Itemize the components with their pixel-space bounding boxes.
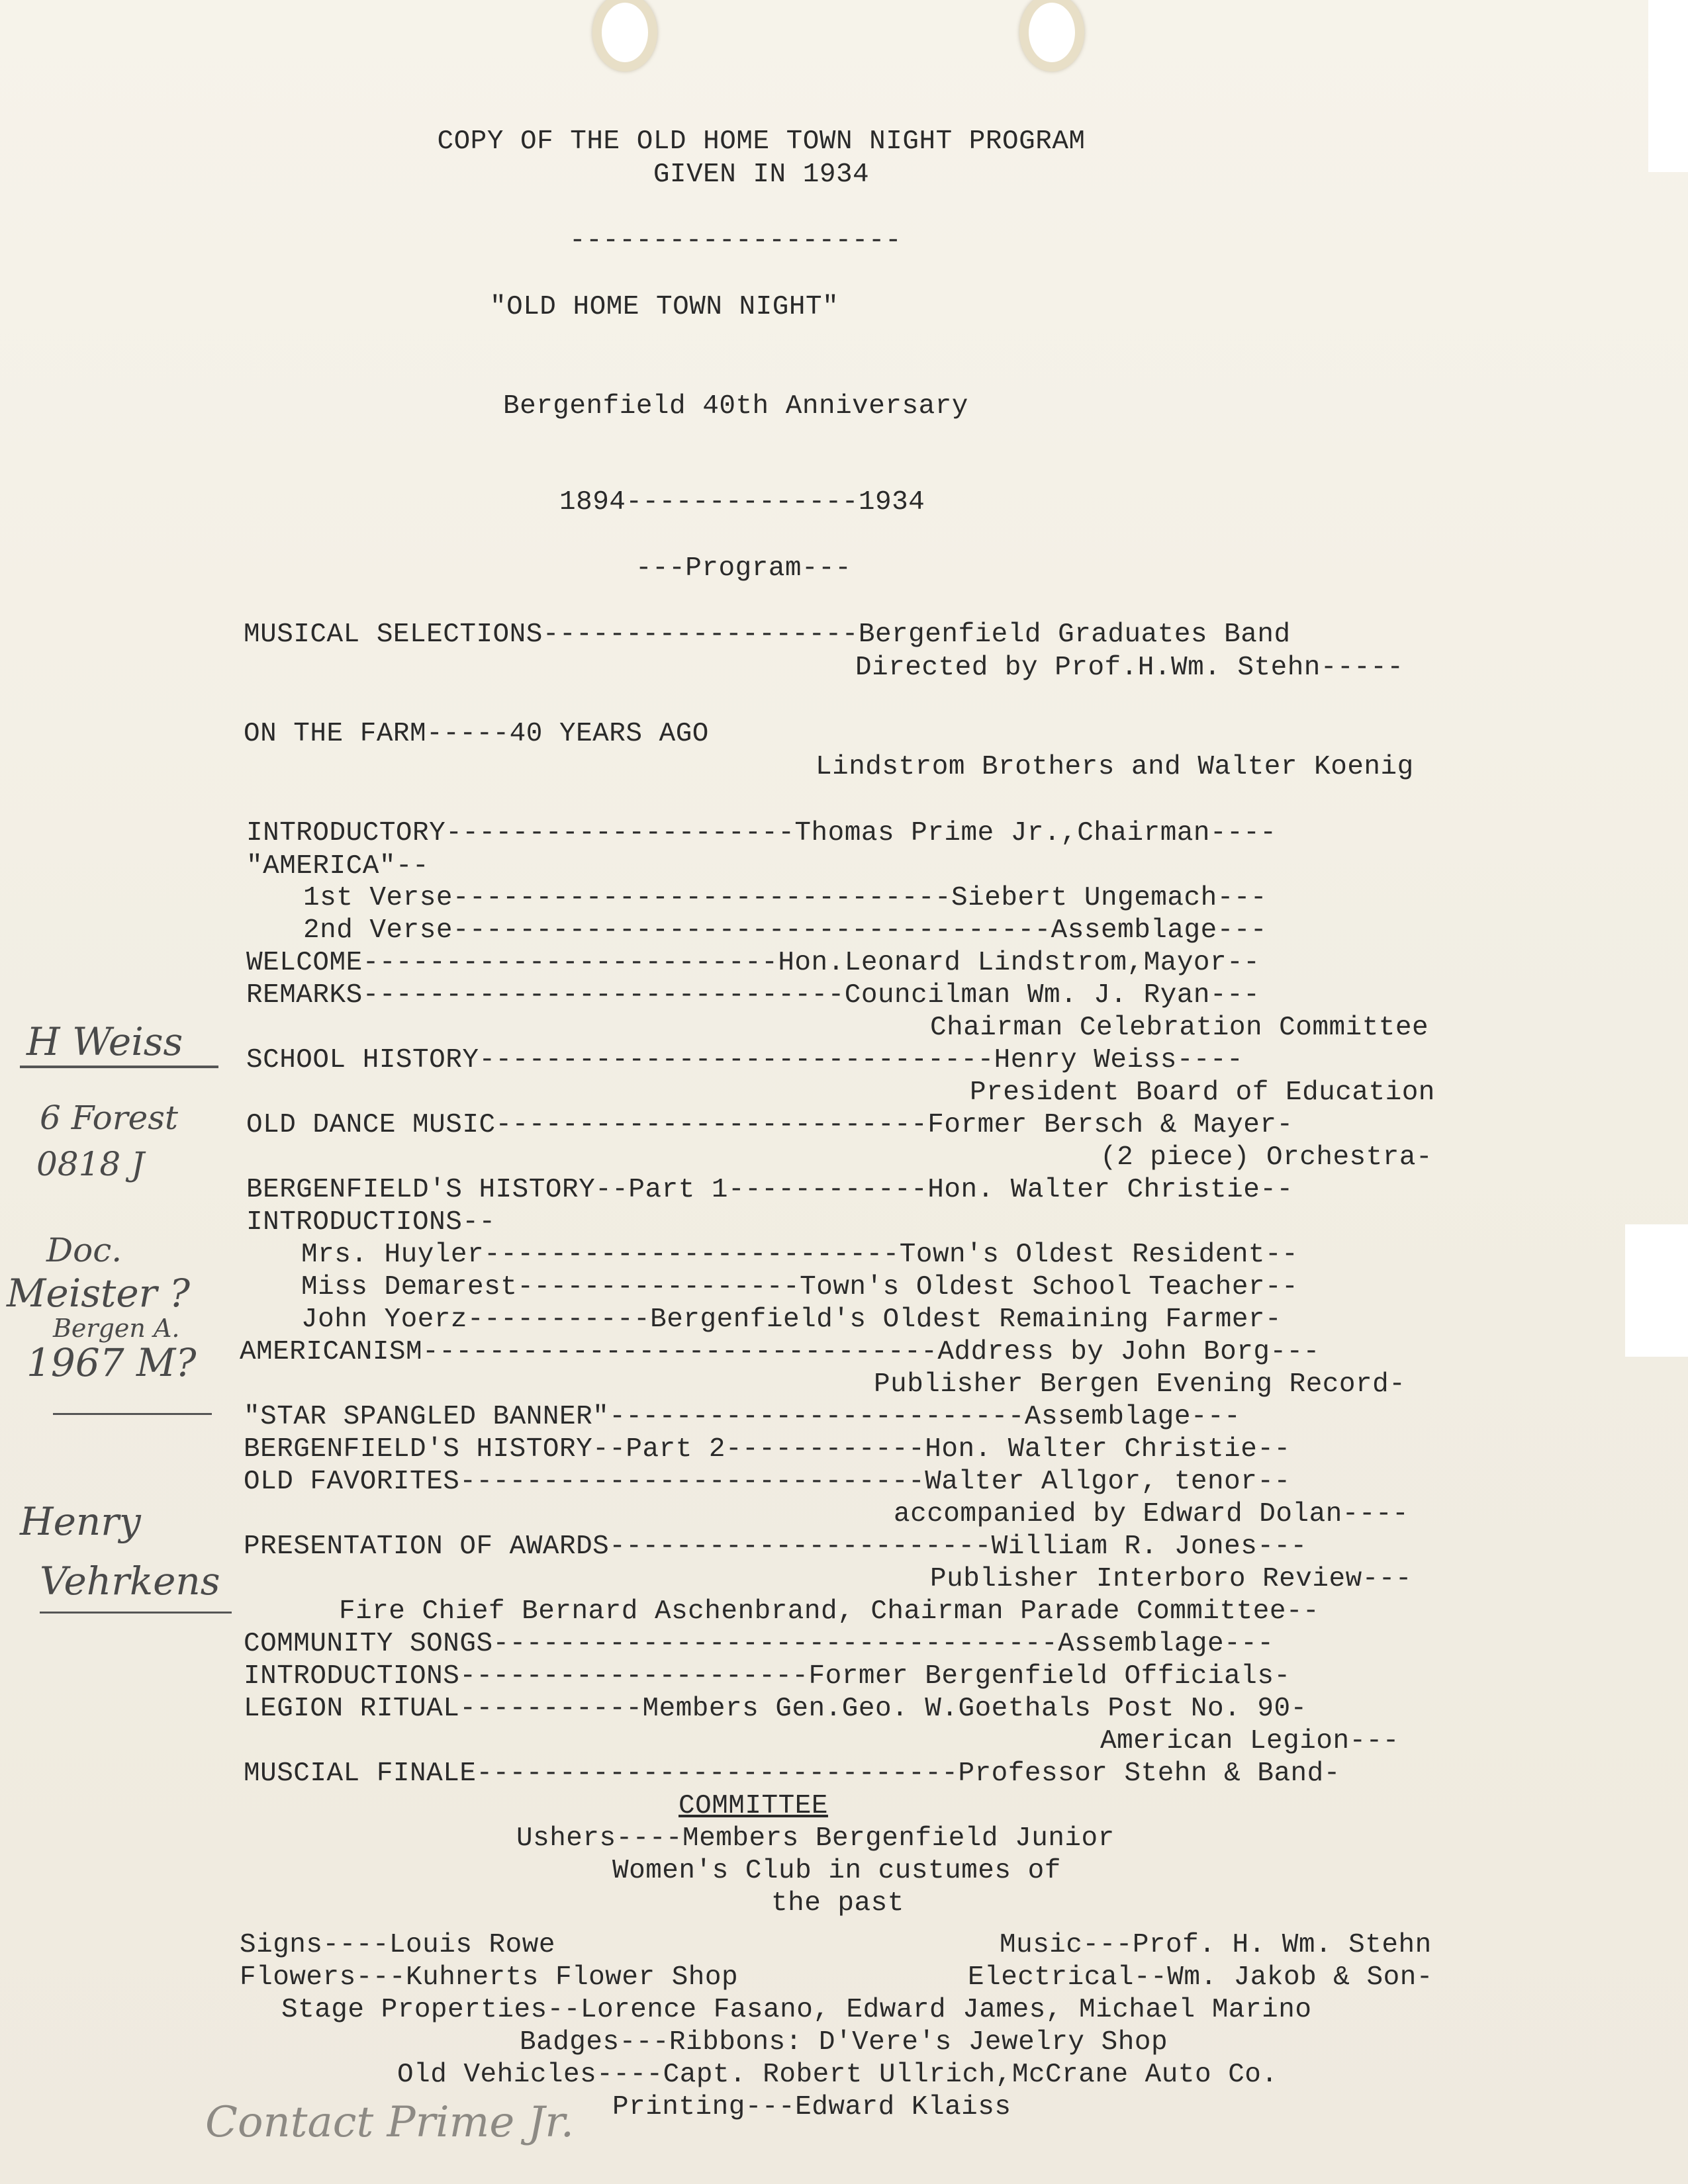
torn-edge [1648, 0, 1688, 172]
program-entry: Lindstrom Brothers and Walter Koenig [816, 752, 1414, 782]
torn-edge [1625, 1224, 1688, 1357]
punch-hole-left [592, 0, 657, 71]
handwritten-note: Doc. [46, 1231, 122, 1269]
program-entry: American Legion--- [1100, 1726, 1399, 1756]
program-entry: MUSCIAL FINALE-----------------------------Professor Stehn & Band- [244, 1758, 1340, 1789]
program-entry: INTRODUCTIONS-- [246, 1207, 496, 1238]
program-entry: Directed by Prof.H.Wm. Stehn----- [855, 653, 1404, 683]
document-title: COPY OF THE OLD HOME TOWN NIGHT PROGRAM [437, 126, 1086, 157]
document-subtitle: GIVEN IN 1934 [653, 159, 870, 190]
program-entry: Chairman Celebration Committee [930, 1013, 1429, 1043]
committee-vehicles: Old Vehicles----Capt. Robert Ullrich,McCrane Auto Co. [397, 2060, 1278, 2090]
program-entry: 1st Verse------------------------------Siebert Ungemach--- [303, 883, 1268, 913]
program-entry: 2nd Verse------------------------------------Assemblage--- [303, 915, 1268, 946]
program-entry: ON THE FARM-----40 YEARS AGO [244, 719, 709, 749]
committee-music: Music---Prof. H. Wm. Stehn [1000, 1930, 1432, 1960]
anniversary-line: Bergenfield 40th Anniversary [503, 391, 968, 422]
program-entry: Miss Demarest-----------------Town's Oldest School Teacher-- [301, 1272, 1299, 1302]
program-entry: "STAR SPANGLED BANNER"-------------------------Assemblage--- [244, 1402, 1241, 1432]
program-entry: Mrs. Huyler-------------------------Town's Oldest Resident-- [301, 1240, 1299, 1270]
program-entry: INTRODUCTIONS---------------------Former Bergenfield Officials- [244, 1661, 1291, 1692]
committee-ushers: Ushers----Members Bergenfield Junior [516, 1823, 1115, 1854]
program-entry: PRESENTATION OF AWARDS-----------------------William R. Jones--- [244, 1531, 1307, 1562]
committee-electrical: Electrical--Wm. Jakob & Son- [968, 1962, 1433, 1993]
program-entry: COMMUNITY SONGS----------------------------------Assemblage--- [244, 1629, 1274, 1659]
committee-printing: Printing---Edward Klaiss [612, 2092, 1011, 2122]
program-entry: Publisher Bergen Evening Record- [874, 1369, 1406, 1400]
program-entry: "AMERICA"-- [246, 851, 430, 882]
handwritten-note: Bergen A. [53, 1314, 180, 1343]
committee-flowers: Flowers---Kuhnerts Flower Shop [240, 1962, 739, 1993]
program-entry: accompanied by Edward Dolan---- [894, 1499, 1409, 1529]
program-entry: Publisher Interboro Review--- [930, 1564, 1413, 1594]
program-entry: AMERICANISM-------------------------------Address by John Borg--- [240, 1337, 1320, 1367]
year-range: 1894--------------1934 [559, 487, 925, 518]
handwritten-note: 0818 J [36, 1145, 145, 1183]
program-entry: INTRODUCTORY---------------------Thomas Prime Jr.,Chairman---- [246, 818, 1277, 848]
committee-signs: Signs----Louis Rowe [240, 1930, 555, 1960]
punch-hole-right [1019, 0, 1084, 71]
handwritten-note: Contact Prime Jr. [205, 2098, 575, 2147]
program-entry: WELCOME-------------------------Hon.Leonard Lindstrom,Mayor-- [246, 948, 1260, 978]
handwritten-note: H Weiss [26, 1019, 183, 1064]
handwritten-underline [53, 1413, 212, 1415]
program-entry: OLD DANCE MUSIC--------------------------Former Bersch & Mayer- [246, 1110, 1293, 1140]
handwritten-note: Vehrkens [40, 1559, 220, 1604]
committee-ushers: Women's Club in custumes of [612, 1856, 1061, 1886]
program-entry: BERGENFIELD'S HISTORY--Part 1------------Hon. Walter Christie-- [246, 1175, 1293, 1205]
handwritten-underline [40, 1612, 232, 1614]
divider: -------------------- [569, 226, 902, 256]
handwritten-note: Henry [20, 1499, 141, 1544]
program-entry: Fire Chief Bernard Aschenbrand, Chairman Parade Committee-- [339, 1596, 1320, 1627]
handwritten-note: Meister ? [7, 1271, 190, 1316]
program-entry: SCHOOL HISTORY-------------------------------Henry Weiss---- [246, 1045, 1244, 1075]
program-entry: OLD FAVORITES----------------------------Walter Allgor, tenor-- [244, 1467, 1291, 1497]
program-entry: President Board of Education [970, 1077, 1435, 1108]
program-entry: (2 piece) Orchestra- [1100, 1142, 1433, 1173]
handwritten-note: 6 Forest [40, 1099, 179, 1137]
handwritten-note: 1967 M? [26, 1340, 197, 1385]
committee-badges: Badges---Ribbons: D'Vere's Jewelry Shop [520, 2027, 1168, 2058]
committee-stage: Stage Properties--Lorence Fasano, Edward James, Michael Marino [281, 1995, 1312, 2025]
program-entry: MUSICAL SELECTIONS-------------------Bergenfield Graduates Band [244, 619, 1291, 650]
event-name: "OLD HOME TOWN NIGHT" [490, 292, 839, 322]
program-entry: REMARKS-----------------------------Councilman Wm. J. Ryan--- [246, 980, 1260, 1011]
program-entry: BERGENFIELD'S HISTORY--Part 2------------Hon. Walter Christie-- [244, 1434, 1291, 1465]
handwritten-underline [20, 1066, 218, 1068]
program-entry: John Yoerz-----------Bergenfield's Oldest Remaining Farmer- [301, 1304, 1282, 1335]
program-entry: LEGION RITUAL-----------Members Gen.Geo. W.Goethals Post No. 90- [244, 1694, 1307, 1724]
committee-heading: COMMITTEE [679, 1791, 828, 1821]
committee-ushers: the past [771, 1888, 904, 1919]
program-heading: ---Program--- [635, 553, 852, 584]
